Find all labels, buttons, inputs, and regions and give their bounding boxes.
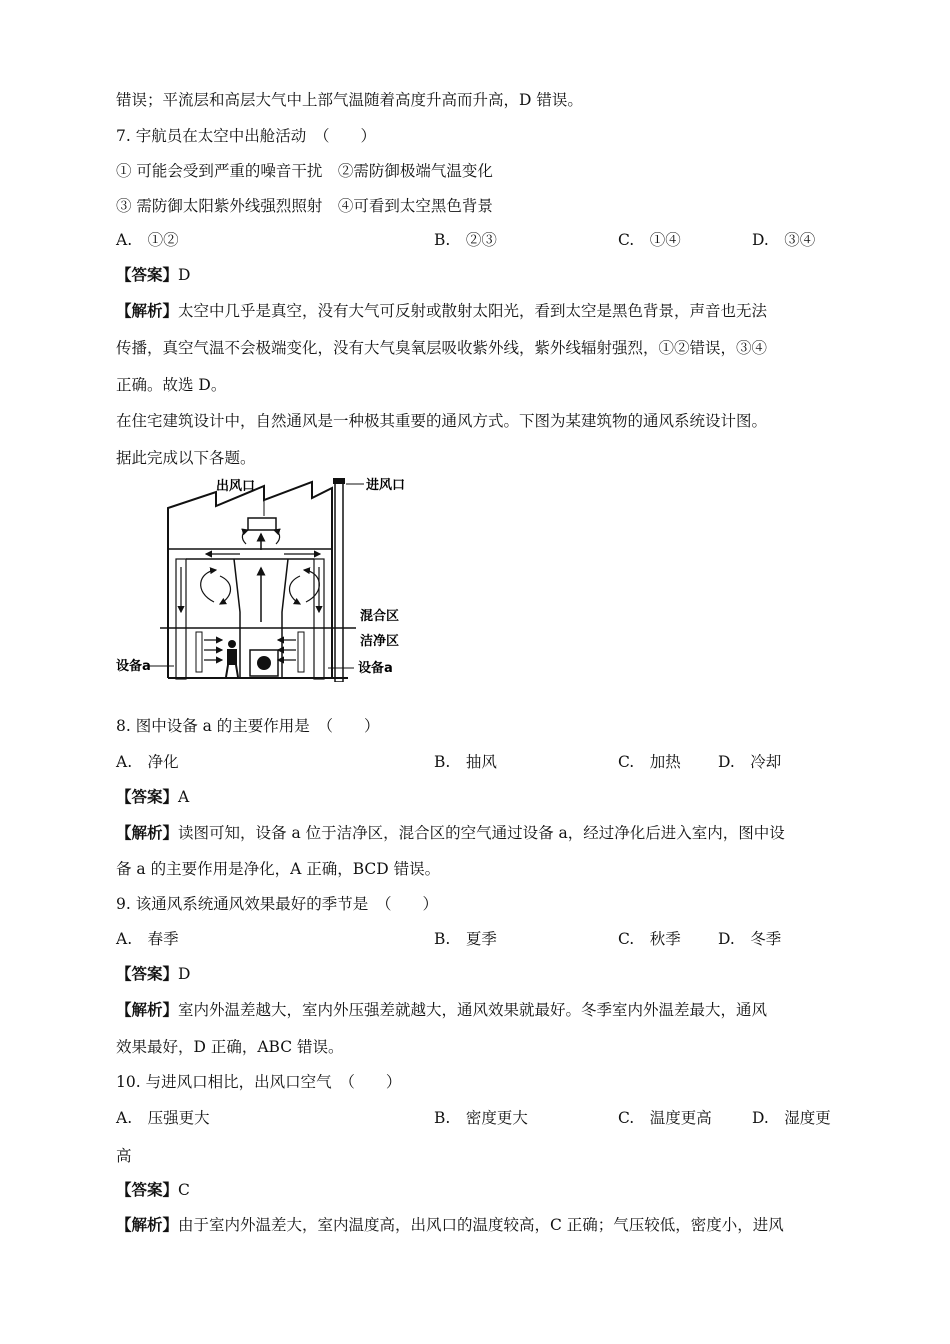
option-a: A. 压强更大: [116, 1109, 210, 1127]
option-b: B. 抽风: [434, 753, 497, 771]
person-leg: [236, 665, 238, 677]
option-c: C. 秋季: [618, 930, 681, 948]
question-10: 10. 与进风口相比，出风口空气 （ ）: [116, 1073, 402, 1091]
analysis-9-line-1: [116, 999, 767, 1021]
analysis-tag: 【解析】: [116, 1000, 179, 1019]
mix-zone-label: 混合区: [360, 609, 400, 624]
answer-9: [116, 963, 190, 985]
analysis-7-line-1: [116, 300, 767, 322]
answer-tag: 【答案】: [116, 1180, 179, 1199]
person-icon: [228, 640, 236, 648]
option-c: C. 加热: [618, 753, 681, 771]
question-7-statements-2: ③ 需防御太阳紫外线强烈照射 ④可看到太空黑色背景: [116, 197, 493, 215]
option-d: D. 冷却: [718, 753, 782, 771]
text-line: 错误；平流层和高层大气中上部气温随着高度升高而升高，D 错误。: [116, 91, 583, 109]
person-body: [227, 649, 237, 665]
answer-10: [116, 1179, 190, 1201]
analysis-10-line-1: [116, 1214, 784, 1236]
answer-value: D: [178, 965, 191, 983]
analysis-text: 太空中几乎是真空，没有大气可反射或散射太阳光，看到太空是黑色背景，声音也无法: [178, 302, 768, 320]
device-a-label-right: 设备a: [358, 661, 393, 676]
analysis-tag: 【解析】: [116, 823, 179, 842]
inlet-pipe-top: [333, 478, 345, 484]
question-7-statements-1: ① 可能会受到严重的噪音干扰 ②需防御极端气温变化: [116, 162, 493, 180]
device-a-label-left: 设备a: [116, 659, 151, 674]
answer-value: C: [178, 1181, 190, 1199]
question-7: 7. 宇航员在太空中出舱活动 （ ）: [116, 127, 376, 145]
person-leg: [226, 665, 228, 677]
device-a-left: [196, 632, 202, 672]
analysis-8-line-1: [116, 822, 785, 844]
question-8: 8. 图中设备 a 的主要作用是 （ ）: [116, 717, 380, 735]
answer-tag: 【答案】: [116, 265, 179, 284]
answer-tag: 【答案】: [116, 964, 179, 983]
analysis-text: 由于室内外温差大，室内温度高，出风口的温度较高，C 正确；气压较低，密度小，进风: [178, 1216, 784, 1234]
option-c: C. ①④: [618, 231, 681, 249]
inlet-pipe: [335, 482, 343, 682]
option-b: B. 夏季: [434, 930, 497, 948]
swirl-arrow: [220, 576, 231, 604]
intro-line-2: 据此完成以下各题。: [116, 449, 256, 467]
outlet-box: [248, 518, 276, 530]
outlet-curl: [274, 530, 280, 544]
option-b: B. ②③: [434, 231, 497, 249]
answer-8: [116, 786, 189, 808]
device-a-right: [298, 632, 304, 672]
option-d-wrap: 高: [116, 1147, 132, 1165]
option-d: D. 湿度更: [752, 1109, 831, 1127]
answer-value: D: [178, 266, 191, 284]
swirl-arrow: [290, 576, 301, 604]
analysis-8-line-2: 备 a 的主要作用是净化，A 正确，BCD 错误。: [116, 860, 441, 878]
swirl-arrow: [304, 570, 319, 602]
answer-7: [116, 264, 190, 286]
option-a: A. 春季: [116, 930, 179, 948]
option-b: B. 密度更大: [434, 1109, 528, 1127]
analysis-7-line-2: 传播，真空气温不会极端变化，没有大气臭氧层吸收紫外线，紫外线辐射强烈，①②错误，③④: [116, 339, 768, 357]
swirl-arrow: [201, 570, 216, 602]
option-a: A. ①②: [116, 231, 179, 249]
analysis-tag: 【解析】: [116, 301, 179, 320]
ventilation-diagram: [116, 472, 416, 682]
question-9: 9. 该通风系统通风效果最好的季节是 （ ）: [116, 895, 438, 913]
heater-icon: [257, 656, 271, 670]
outlet-label: 出风口: [216, 479, 256, 494]
clean-zone-label: 洁净区: [360, 634, 400, 649]
option-a: A. 净化: [116, 753, 179, 771]
intro-line-1: 在住宅建筑设计中，自然通风是一种极其重要的通风方式。下图为某建筑物的通风系统设计图。: [116, 412, 768, 430]
analysis-text: 室内外温差越大，室内外压强差就越大，通风效果就最好。冬季室内外温差最大，通风: [178, 1001, 768, 1019]
analysis-9-line-2: 效果最好，D 正确，ABC 错误。: [116, 1038, 344, 1056]
answer-value: A: [178, 788, 190, 806]
analysis-text: 读图可知，设备 a 位于洁净区，混合区的空气通过设备 a，经过净化后进入室内，图中设: [178, 824, 785, 842]
inlet-label: 进风口: [366, 478, 406, 493]
option-c: C. 温度更高: [618, 1109, 712, 1127]
answer-tag: 【答案】: [116, 787, 179, 806]
analysis-tag: 【解析】: [116, 1215, 179, 1234]
option-d: D. 冬季: [718, 930, 782, 948]
option-d: D. ③④: [752, 231, 816, 249]
outlet-curl: [242, 530, 248, 544]
analysis-7-line-3: 正确。故选 D。: [116, 376, 227, 394]
